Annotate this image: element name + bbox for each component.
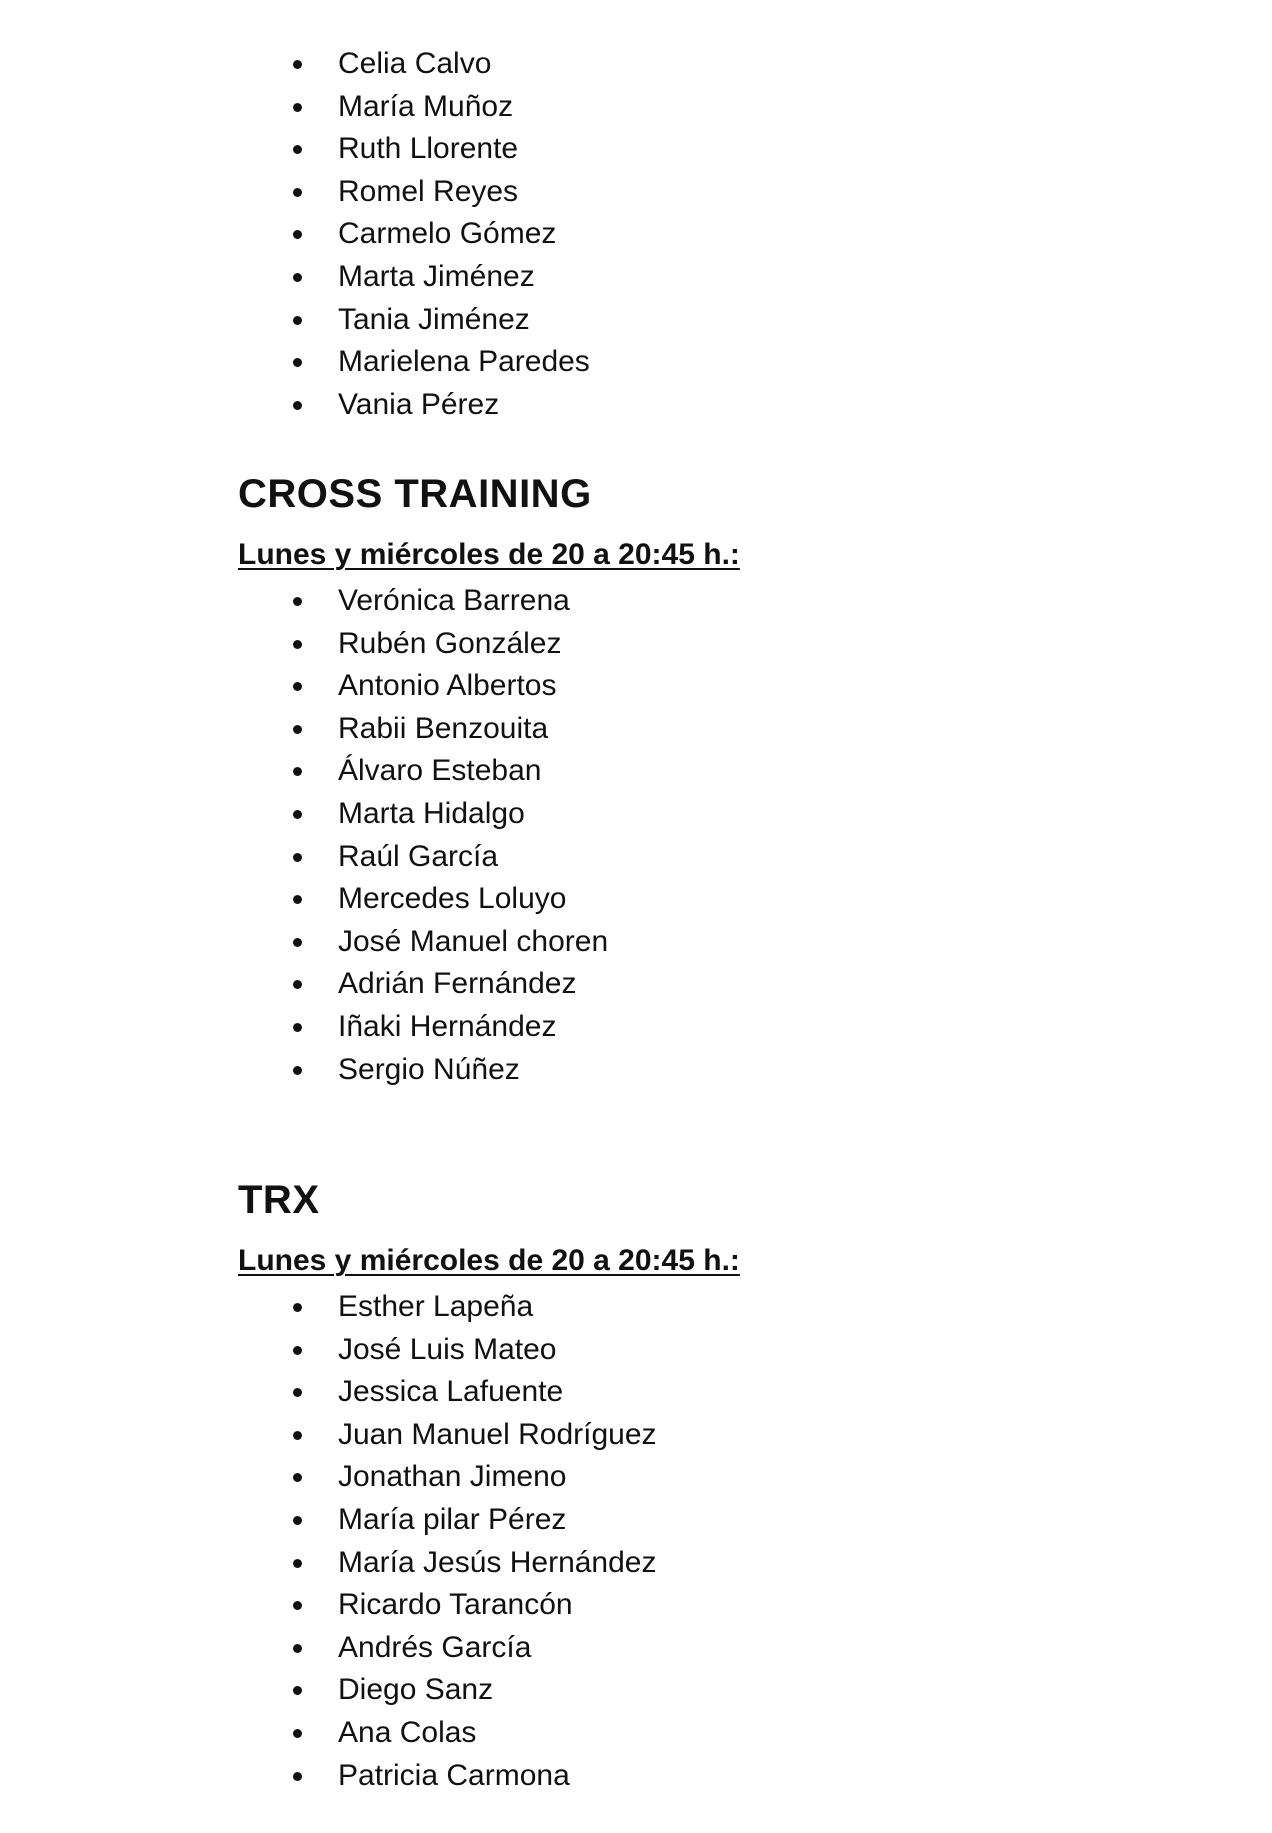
list-item [0, 1286, 657, 1329]
list-item [0, 384, 590, 427]
member-name: Antonio Albertos [338, 669, 557, 703]
bullet-icon [293, 682, 302, 691]
member-name: Jonathan Jimeno [338, 1460, 567, 1494]
bullet-icon [293, 316, 302, 325]
list-item [0, 623, 608, 666]
member-name: Marta Jiménez [338, 259, 535, 293]
member-name: Marielena Paredes [338, 345, 590, 379]
member-name: Marta Hidalgo [338, 796, 525, 830]
member-name: Raúl García [338, 839, 499, 873]
bullet-icon [293, 1346, 302, 1355]
member-name: María pilar Pérez [338, 1502, 567, 1536]
list-item [0, 793, 608, 836]
member-name: Verónica Barrena [338, 584, 570, 617]
cross-training-member-list [0, 580, 608, 1091]
member-name: Diego Sanz [338, 1673, 494, 1707]
member-name: Andrés García [338, 1630, 532, 1664]
member-name: Rubén González [338, 626, 562, 660]
list-item [0, 708, 608, 751]
cross-training-schedule: Lunes y miércoles de 20 a 20:45 h.: [238, 538, 740, 571]
member-name: Mercedes Loluyo [338, 882, 567, 916]
trx-schedule: Lunes y miércoles de 20 a 20:45 h.: [238, 1244, 740, 1277]
bullet-icon [293, 980, 302, 989]
member-name: María Jesús Hernández [338, 1545, 657, 1579]
list-item [0, 43, 590, 86]
list-item [0, 1499, 657, 1542]
list-item [0, 213, 590, 256]
bullet-icon [293, 725, 302, 734]
member-name: Celia Calvo [338, 47, 492, 80]
list-item [0, 750, 608, 793]
member-name: Ruth Llorente [338, 132, 519, 166]
bullet-icon [293, 597, 302, 606]
list-item [0, 1329, 657, 1372]
list-item [0, 171, 590, 214]
cross-training-title: CROSS TRAINING [238, 472, 592, 516]
bullet-icon [293, 1023, 302, 1032]
member-name: Vania Pérez [338, 387, 500, 421]
member-name: Iñaki Hernández [338, 1009, 557, 1043]
list-item [0, 878, 608, 921]
bullet-icon [293, 1601, 302, 1610]
list-item [0, 1542, 657, 1585]
member-name: Patricia Carmona [338, 1758, 570, 1792]
bullet-icon [293, 1559, 302, 1568]
list-item [0, 256, 590, 299]
bullet-icon [293, 895, 302, 904]
list-item [0, 665, 608, 708]
member-name: Jessica Lafuente [338, 1375, 564, 1409]
member-name: Adrián Fernández [338, 967, 577, 1001]
bullet-icon [293, 188, 302, 197]
trx-title: TRX [238, 1178, 320, 1222]
bullet-icon [293, 1066, 302, 1075]
list-item [0, 1049, 608, 1092]
bullet-icon [293, 810, 302, 819]
member-name: Juan Manuel Rodríguez [338, 1417, 657, 1451]
bullet-icon [293, 1473, 302, 1482]
bullet-icon [293, 1303, 302, 1312]
bullet-icon [293, 358, 302, 367]
bullet-icon [293, 1516, 302, 1525]
list-item [0, 1456, 657, 1499]
member-name: Tania Jiménez [338, 302, 530, 336]
list-item [0, 1669, 657, 1712]
list-item [0, 1371, 657, 1414]
bullet-icon [293, 230, 302, 239]
list-item [0, 86, 590, 129]
bullet-icon [293, 853, 302, 862]
bullet-icon [293, 938, 302, 947]
bullet-icon [293, 640, 302, 649]
list-item [0, 921, 608, 964]
list-item [0, 1006, 608, 1049]
bullet-icon [293, 1686, 302, 1695]
member-name: Carmelo Gómez [338, 217, 557, 251]
member-name: Ricardo Tarancón [338, 1588, 573, 1622]
list-item [0, 1584, 657, 1627]
bullet-icon [293, 401, 302, 410]
trx-member-list [0, 1286, 657, 1797]
bullet-icon [293, 1431, 302, 1440]
list-item [0, 836, 608, 879]
member-name: María Muñoz [338, 89, 514, 123]
list-item [0, 299, 590, 342]
member-name: José Manuel choren [338, 924, 609, 958]
list-item [0, 1712, 657, 1755]
bullet-icon [293, 767, 302, 776]
list-item [0, 128, 590, 171]
list-item [0, 1755, 657, 1798]
list-item [0, 580, 608, 623]
member-name: Rabii Benzouita [338, 711, 549, 745]
bullet-icon [293, 1729, 302, 1738]
list-item [0, 1414, 657, 1457]
member-name: Romel Reyes [338, 174, 519, 208]
bullet-icon [293, 60, 302, 69]
member-name: Sergio Núñez [338, 1052, 520, 1086]
top-member-list [0, 43, 590, 426]
bullet-icon [293, 103, 302, 112]
bullet-icon [293, 1772, 302, 1781]
member-name: José Luis Mateo [338, 1332, 557, 1366]
list-item [0, 1627, 657, 1670]
bullet-icon [293, 1644, 302, 1653]
bullet-icon [293, 1388, 302, 1397]
member-name: Esther Lapeña [338, 1290, 534, 1323]
list-item [0, 963, 608, 1006]
member-name: Ana Colas [338, 1715, 477, 1749]
list-item [0, 341, 590, 384]
member-name: Álvaro Esteban [338, 754, 542, 788]
bullet-icon [293, 145, 302, 154]
bullet-icon [293, 273, 302, 282]
